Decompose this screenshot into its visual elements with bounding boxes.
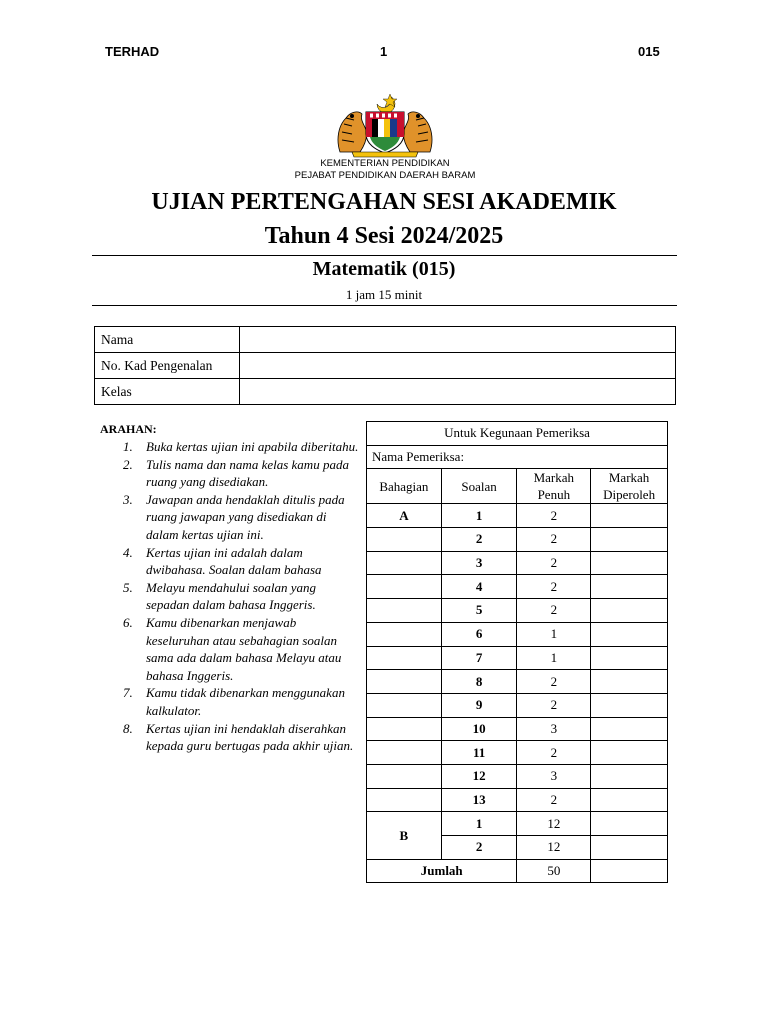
marks-obtained-cell[interactable] bbox=[591, 551, 668, 575]
examiner-table-title: Untuk Kegunaan Pemeriksa bbox=[367, 422, 668, 446]
instruction-text: Tulis nama dan nama kelas kamu pada ruang yang disediakan. bbox=[146, 456, 349, 490]
paper-code: 015 bbox=[638, 44, 660, 59]
total-label: Jumlah bbox=[367, 859, 517, 883]
total-marks-obtained-cell[interactable] bbox=[591, 859, 668, 883]
instructions-list bbox=[100, 438, 360, 755]
total-full-marks: 50 bbox=[517, 859, 591, 883]
instruction-item bbox=[100, 456, 360, 491]
title-divider-bottom bbox=[92, 305, 677, 306]
coat-of-arms-icon bbox=[330, 90, 440, 158]
table-row bbox=[367, 599, 668, 623]
question-number: 4 bbox=[441, 575, 517, 599]
section-cell bbox=[367, 599, 442, 623]
section-cell bbox=[367, 741, 442, 765]
instruction-item bbox=[100, 614, 360, 684]
question-number: 12 bbox=[441, 764, 517, 788]
section-b-label: B bbox=[367, 812, 442, 859]
ministry-name: KEMENTERIAN PENDIDIKAN bbox=[320, 158, 450, 169]
exam-title: UJIAN PERTENGAHAN SESI AKADEMIK bbox=[151, 189, 617, 215]
full-marks: 2 bbox=[517, 788, 591, 812]
name-label: Nama bbox=[95, 327, 240, 353]
instruction-number: 3. bbox=[123, 491, 133, 507]
instruction-text: Melayu mendahului soalan yang sepadan dalam bahasa Inggeris. bbox=[146, 579, 317, 613]
instruction-text: Buka kertas ujian ini apabila diberitahu. bbox=[146, 439, 359, 454]
instruction-item bbox=[100, 684, 360, 719]
section-cell bbox=[367, 622, 442, 646]
section-cell bbox=[367, 646, 442, 670]
full-marks: 2 bbox=[517, 504, 591, 528]
instruction-number: 2. bbox=[123, 456, 133, 472]
section-cell bbox=[367, 528, 442, 552]
instruction-number: 6. bbox=[123, 614, 133, 630]
marks-obtained-cell[interactable] bbox=[591, 717, 668, 741]
section-cell bbox=[367, 551, 442, 575]
marks-obtained-cell[interactable] bbox=[591, 693, 668, 717]
table-row bbox=[367, 504, 668, 528]
full-marks: 12 bbox=[517, 812, 591, 836]
question-number: 1 bbox=[441, 812, 517, 836]
question-number: 11 bbox=[441, 741, 517, 765]
info-row-name bbox=[95, 327, 676, 353]
question-number: 8 bbox=[441, 670, 517, 694]
table-row bbox=[367, 551, 668, 575]
ic-number-field[interactable] bbox=[240, 353, 676, 379]
table-row bbox=[367, 764, 668, 788]
student-info-table bbox=[94, 326, 676, 405]
examiner-name-label[interactable]: Nama Pemeriksa: bbox=[367, 445, 668, 469]
marks-obtained-cell[interactable] bbox=[591, 599, 668, 623]
marks-obtained-cell[interactable] bbox=[591, 788, 668, 812]
instruction-text: Kamu dibenarkan menjawab keseluruhan atau sebahagian soalan sama ada dalam bahasa Melayu atau bahasa Inggeris. bbox=[146, 614, 342, 683]
full-marks: 2 bbox=[517, 693, 591, 717]
full-marks: 2 bbox=[517, 575, 591, 599]
instruction-number: 7. bbox=[123, 685, 133, 701]
table-row bbox=[367, 693, 668, 717]
table-row bbox=[367, 717, 668, 741]
ic-number-label: No. Kad Pengenalan bbox=[95, 353, 240, 379]
section-cell bbox=[367, 764, 442, 788]
total-row bbox=[367, 859, 668, 883]
full-marks: 2 bbox=[517, 599, 591, 623]
full-marks: 2 bbox=[517, 551, 591, 575]
instruction-number: 5. bbox=[123, 579, 133, 595]
instructions bbox=[100, 422, 360, 755]
column-header-section: Bahagian bbox=[367, 469, 442, 504]
table-row bbox=[367, 646, 668, 670]
marks-obtained-cell[interactable] bbox=[591, 528, 668, 552]
question-number: 9 bbox=[441, 693, 517, 717]
column-header-question: Soalan bbox=[441, 469, 517, 504]
full-marks: 3 bbox=[517, 764, 591, 788]
instruction-text: Kertas ujian ini adalah dalam dwibahasa. Soalan dalam bahasa bbox=[146, 544, 322, 578]
exam-session: Tahun 4 Sesi 2024/2025 bbox=[264, 223, 504, 249]
section-cell bbox=[367, 575, 442, 599]
marks-obtained-cell[interactable] bbox=[591, 622, 668, 646]
column-header-full-marks: Markah Penuh bbox=[517, 469, 591, 504]
table-row bbox=[367, 622, 668, 646]
table-row bbox=[367, 812, 668, 836]
question-number: 10 bbox=[441, 717, 517, 741]
column-header-marks-obtained: Markah Diperoleh bbox=[591, 469, 668, 504]
instruction-number: 1. bbox=[123, 439, 133, 454]
section-cell bbox=[367, 670, 442, 694]
instruction-text: Kamu tidak dibenarkan menggunakan kalkulator. bbox=[146, 685, 345, 718]
instruction-item bbox=[100, 544, 360, 579]
instructions-title: ARAHAN: bbox=[100, 422, 157, 436]
section-cell bbox=[367, 717, 442, 741]
page-number: 1 bbox=[380, 44, 388, 59]
name-field[interactable] bbox=[240, 327, 676, 353]
full-marks: 3 bbox=[517, 717, 591, 741]
question-number: 7 bbox=[441, 646, 517, 670]
marks-obtained-cell[interactable] bbox=[591, 504, 668, 528]
title-divider-top bbox=[92, 255, 677, 256]
district-office-name: PEJABAT PENDIDIKAN DAERAH BARAM bbox=[294, 170, 476, 181]
marks-obtained-cell[interactable] bbox=[591, 812, 668, 836]
instruction-item bbox=[100, 579, 360, 614]
question-number: 6 bbox=[441, 622, 517, 646]
section-a-label: A bbox=[367, 504, 442, 528]
question-number: 1 bbox=[441, 504, 517, 528]
marks-obtained-cell[interactable] bbox=[591, 646, 668, 670]
full-marks: 1 bbox=[517, 646, 591, 670]
class-field[interactable] bbox=[240, 379, 676, 405]
exam-duration: 1 jam 15 minit bbox=[345, 287, 423, 302]
instruction-item bbox=[100, 720, 360, 755]
marks-obtained-cell[interactable] bbox=[591, 836, 668, 860]
table-row bbox=[367, 788, 668, 812]
instruction-item bbox=[100, 491, 360, 544]
marks-obtained-cell[interactable] bbox=[591, 670, 668, 694]
question-number: 2 bbox=[441, 836, 517, 860]
marks-obtained-cell[interactable] bbox=[591, 741, 668, 765]
info-row-class bbox=[95, 379, 676, 405]
examiner-marks-table bbox=[366, 421, 668, 883]
full-marks: 2 bbox=[517, 741, 591, 765]
full-marks: 12 bbox=[517, 836, 591, 860]
subject-title: Matematik (015) bbox=[312, 258, 456, 280]
table-row bbox=[367, 741, 668, 765]
table-row bbox=[367, 670, 668, 694]
header-restricted-label: TERHAD bbox=[105, 44, 160, 59]
section-cell bbox=[367, 788, 442, 812]
question-number: 2 bbox=[441, 528, 517, 552]
section-cell bbox=[367, 693, 442, 717]
full-marks: 2 bbox=[517, 528, 591, 552]
instruction-text: Jawapan anda hendaklah ditulis pada ruang jawapan yang disediakan di dalam kertas ujian ini. bbox=[146, 491, 345, 542]
table-row bbox=[367, 575, 668, 599]
info-row-ic bbox=[95, 353, 676, 379]
full-marks: 1 bbox=[517, 622, 591, 646]
question-number: 5 bbox=[441, 599, 517, 623]
marks-obtained-cell[interactable] bbox=[591, 575, 668, 599]
instruction-item bbox=[100, 438, 360, 456]
full-marks: 2 bbox=[517, 670, 591, 694]
instruction-number: 8. bbox=[123, 720, 133, 736]
table-row bbox=[367, 528, 668, 552]
question-number: 3 bbox=[441, 551, 517, 575]
marks-obtained-cell[interactable] bbox=[591, 764, 668, 788]
question-number: 13 bbox=[441, 788, 517, 812]
class-label: Kelas bbox=[95, 379, 240, 405]
instruction-text: Kertas ujian ini hendaklah diserahkan kepada guru bertugas pada akhir ujian. bbox=[146, 720, 354, 754]
instruction-number: 4. bbox=[123, 544, 133, 560]
